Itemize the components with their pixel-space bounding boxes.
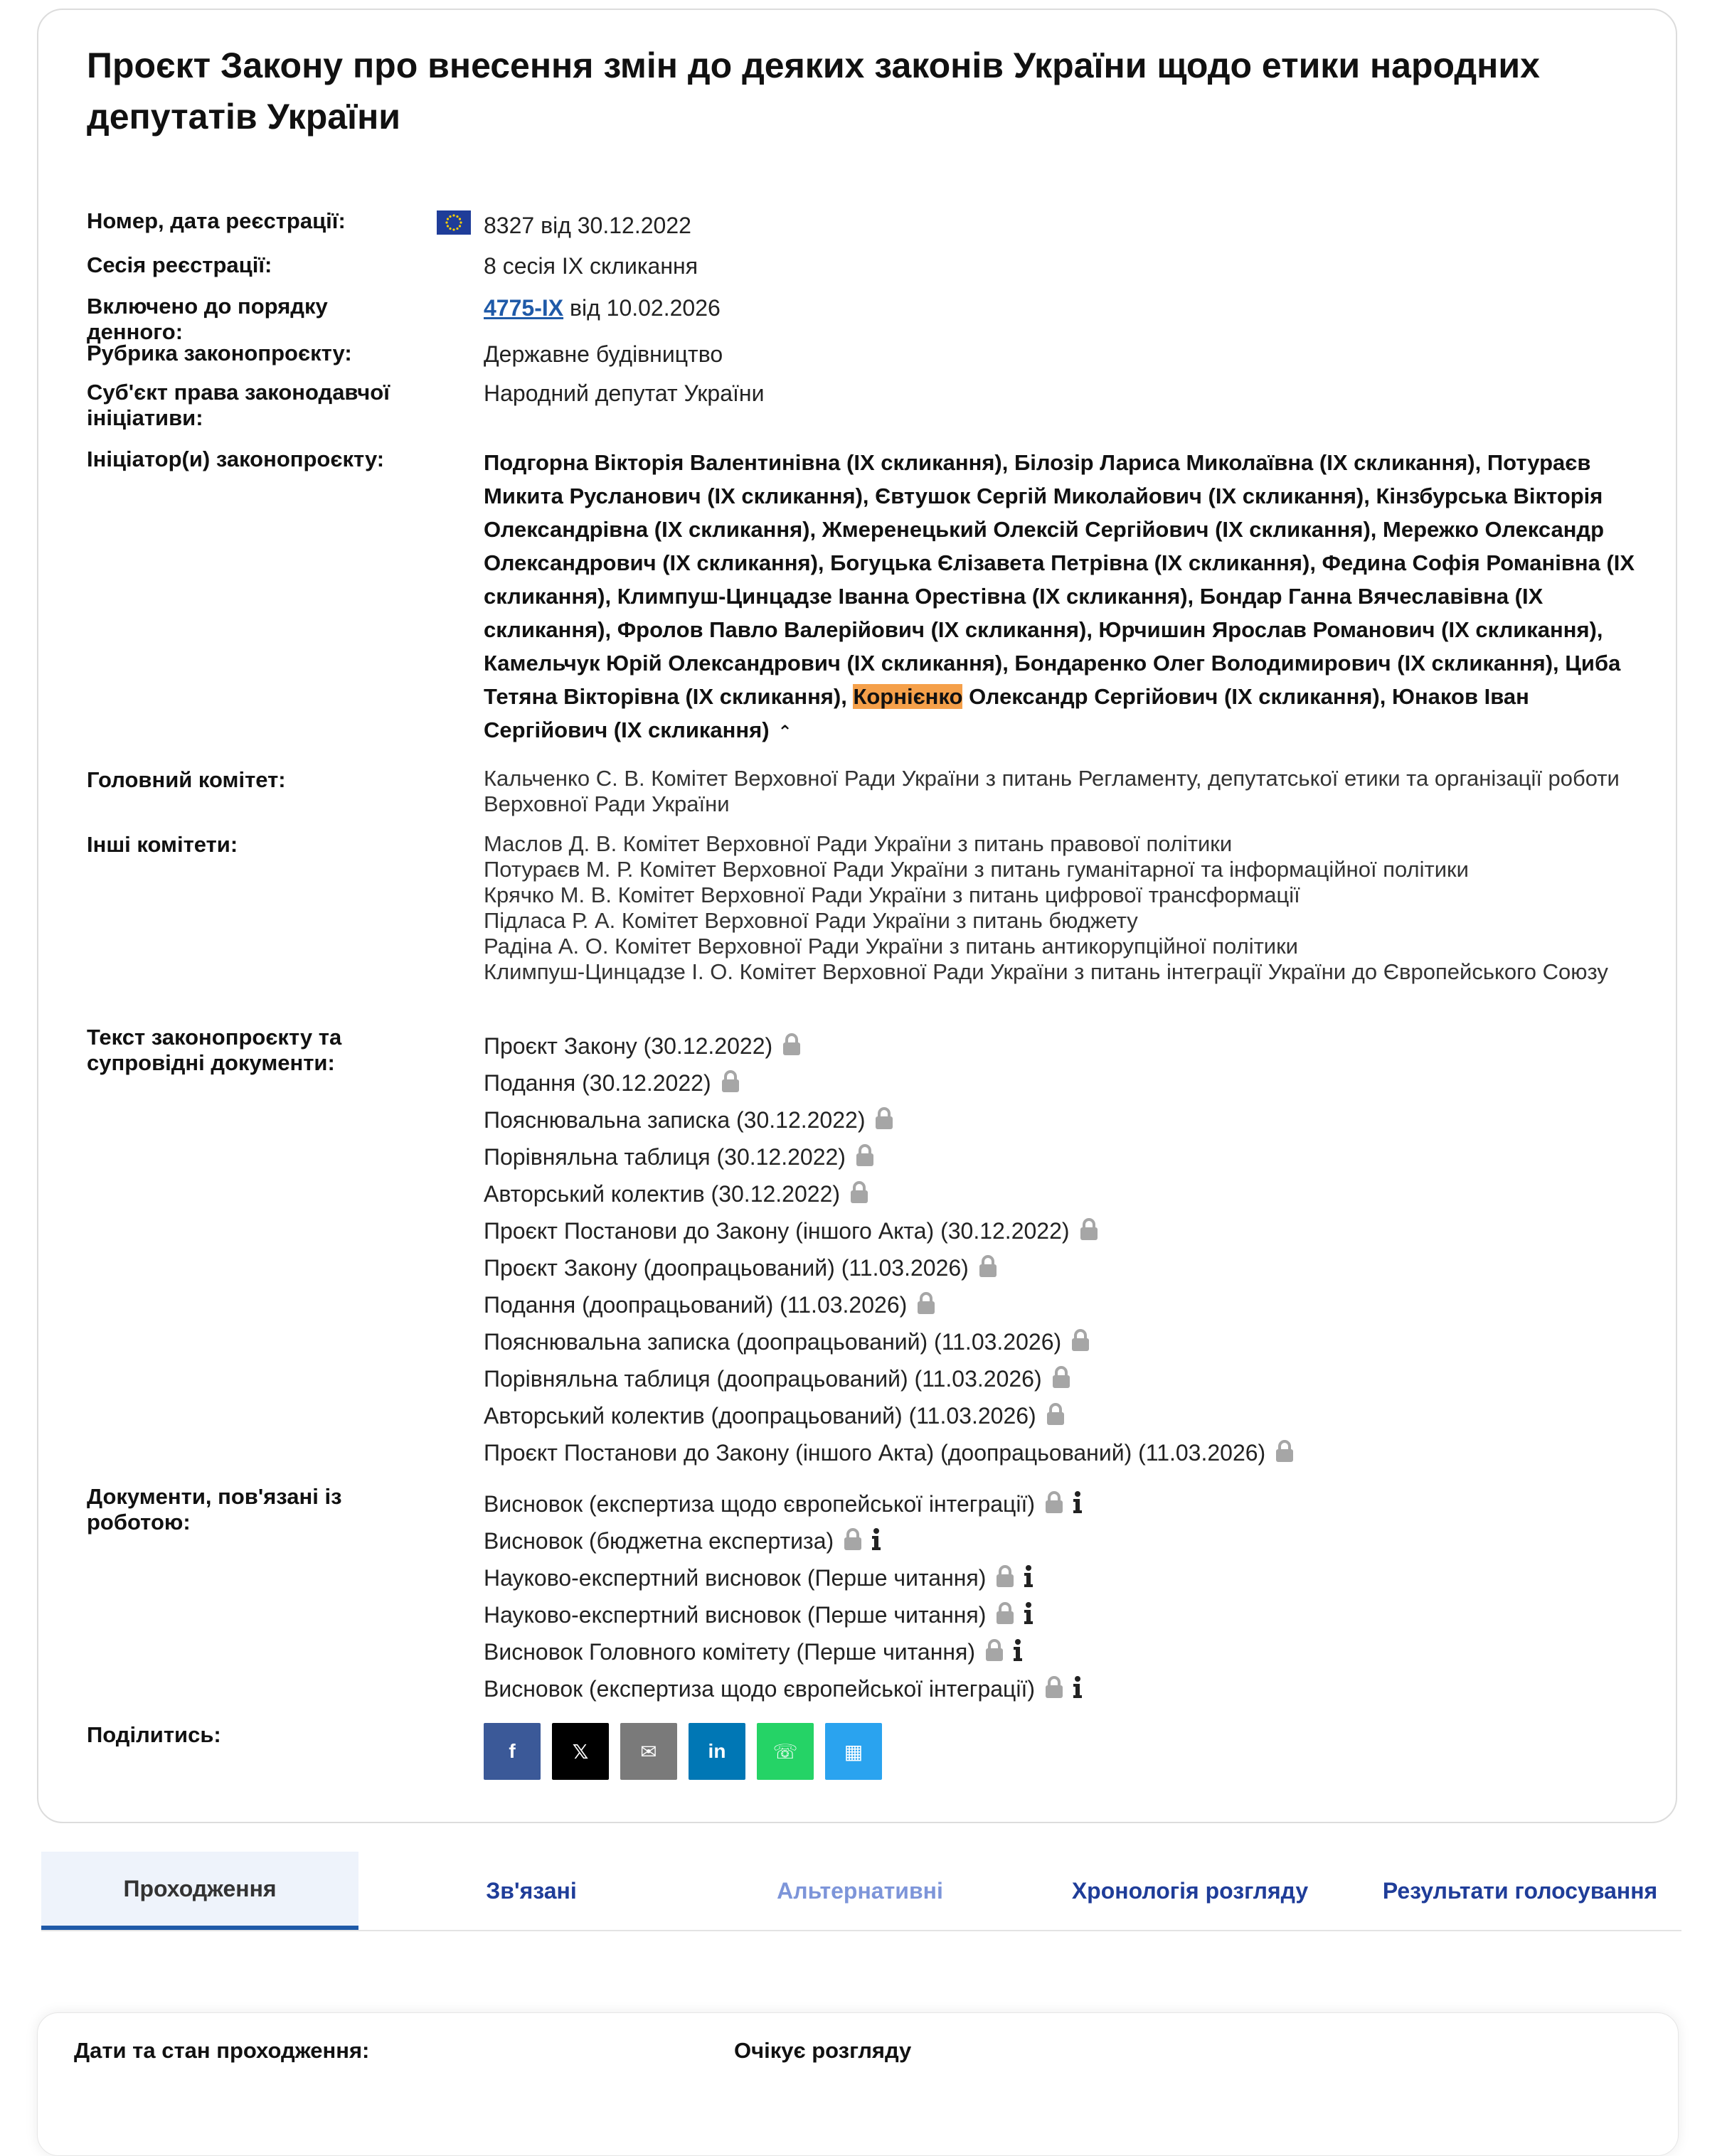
lock-icon — [994, 1601, 1016, 1632]
rubric-value: Державне будівництво — [484, 341, 723, 367]
info-icon[interactable] — [1072, 1675, 1083, 1706]
related-document-item[interactable]: Висновок (бюджетна експертиза) — [484, 1527, 1636, 1564]
related-docs-label: Документи, пов'язані із роботою: — [87, 1484, 342, 1535]
related-document-item[interactable]: Науково-експертний висновок (Перше читання) — [484, 1601, 1636, 1638]
agenda-date: від 10.02.2026 — [563, 295, 721, 321]
lock-icon — [873, 1106, 895, 1137]
related-document-item[interactable]: Висновок Головного комітету (Перше читання) — [484, 1638, 1636, 1675]
lock-icon — [854, 1143, 876, 1174]
document-item[interactable]: Авторський колектив (30.12.2022) — [484, 1180, 1636, 1217]
document-item[interactable]: Проєкт Постанови до Закону (іншого Акта) (30.12.2022) — [484, 1217, 1636, 1254]
document-item[interactable]: Проєкт Закону (30.12.2022) — [484, 1032, 1636, 1069]
reg-number-value — [484, 210, 1636, 239]
linkedin-share-button[interactable] — [689, 1723, 745, 1780]
status-card — [37, 2012, 1679, 2156]
info-icon[interactable] — [1023, 1601, 1034, 1632]
lock-icon — [1274, 1439, 1295, 1470]
x-icon: 𝕏 — [572, 1740, 589, 1763]
related-document-item[interactable]: Науково-експертний висновок (Перше читання) — [484, 1564, 1636, 1601]
facebook-icon: f — [509, 1740, 516, 1762]
tab-voting-results[interactable]: Результати голосування — [1382, 1877, 1658, 1904]
document-item[interactable]: Порівняльна таблиця (доопрацьований) (11.03.2026) — [484, 1365, 1636, 1402]
committee-item: Крячко М. В. Комітет Верховної Ради України з питань цифрової трансформації — [484, 882, 1300, 907]
session-value: 8 сесія IX скликання — [484, 253, 698, 279]
main-committee-label: Головний комітет: — [87, 767, 286, 792]
documents-list — [484, 1032, 1636, 1475]
tab-chronology[interactable]: Хронологія розгляду — [1071, 1877, 1309, 1904]
lock-icon — [1045, 1402, 1066, 1433]
rubric-label: Рубрика законопроєкту: — [87, 341, 352, 365]
whatsapp-share-button[interactable] — [757, 1723, 814, 1780]
lock-icon — [720, 1069, 741, 1100]
lock-icon — [1051, 1365, 1072, 1396]
document-item[interactable]: Авторський колектив (доопрацьований) (11.03.2026) — [484, 1402, 1636, 1439]
subject-value: Народний депутат України — [484, 380, 765, 406]
tab-divider — [41, 1930, 1681, 1931]
initiators-text-1: Подгорна Вікторія Валентинівна (IX скликання), Білозір Лариса Миколаївна (IX скликання), Потураєв Микита Русланович (IX скликання), Євтушок Сергій Миколайович (IX скликання), Кінзбурська Вікторія Олександрівна (IX скликання), Жмеренецький Олексій Сергійович (IX скликання), Мережко Олександр Олександрович (IX скликання), Богуцька Єлізавета Петрівна (IX скликання), Федина Софія Романівна (IX скликання), Климпуш-Цинцадзе Іванна Орестівна (IX скликання), Бондар Ганна Вячеславівна (IX скликання), Фролов Павло Валерійович (IX скликання), Юрчишин Ярослав Романович (IX скликання), Камельчук Юрій Олександрович (IX скликання), Бондаренко Олег Володимирович (IX скликання), Циба Тетяна Вікторівна (IX скликання), — [484, 450, 1635, 709]
document-item[interactable]: Пояснювальна записка (30.12.2022) — [484, 1106, 1636, 1143]
other-committees-list — [484, 831, 1636, 985]
committee-item: Радіна А. О. Комітет Верховної Ради України з питань антикорупційної політики — [484, 934, 1298, 959]
qr-code-share-button[interactable] — [825, 1723, 882, 1780]
committee-item: Климпуш-Цинцадзе І. О. Комітет Верховної Ради України з питань інтеграції України до Європейського Союзу — [484, 959, 1608, 984]
tab-related[interactable]: Зв'язані — [486, 1877, 577, 1904]
lock-icon — [1078, 1217, 1100, 1248]
initiators-label: Ініціатор(и) законопроєкту: — [87, 447, 385, 471]
initiators-text-2: Олександр Сергійович (IX скликання), Юнаков Іван Сергійович (IX скликання) — [484, 684, 1529, 742]
lock-icon — [984, 1638, 1005, 1669]
related-document-item[interactable]: Висновок (експертиза щодо європейської інтеграції) — [484, 1675, 1636, 1712]
committee-item: Потураєв М. Р. Комітет Верховної Ради України з питань гуманітарної та інформаційної політики — [484, 857, 1469, 882]
status-label: Дати та стан проходження: — [74, 2038, 370, 2063]
info-icon[interactable] — [1072, 1490, 1083, 1521]
info-icon[interactable] — [871, 1527, 882, 1558]
tab-bar — [41, 1852, 1681, 1933]
lock-icon — [1070, 1328, 1091, 1359]
committee-item: Підласа Р. А. Комітет Верховної Ради України з питань бюджету — [484, 908, 1138, 933]
share-buttons — [484, 1723, 882, 1780]
lock-icon — [1043, 1490, 1065, 1521]
document-item[interactable]: Проєкт Постанови до Закону (іншого Акта) (доопрацьований) (11.03.2026) — [484, 1439, 1636, 1475]
session-label: Сесія реєстрації: — [87, 252, 272, 277]
email-icon: ✉ — [640, 1740, 657, 1763]
linkedin-icon: in — [708, 1740, 726, 1762]
committee-item: Маслов Д. В. Комітет Верховної Ради України з питань правової політики — [484, 831, 1233, 856]
email-share-button[interactable] — [620, 1723, 677, 1780]
search-highlight: Корнієнко — [853, 684, 963, 709]
main-committee-value: Кальченко С. В. Комітет Верховної Ради України з питань Регламенту, депутатської етики та організації роботи Верховної Ради України — [484, 766, 1620, 816]
share-label: Поділитись: — [87, 1722, 221, 1747]
lock-icon — [842, 1527, 864, 1558]
lock-icon — [781, 1032, 802, 1063]
documents-label: Текст законопроєкту та супровідні документи: — [87, 1025, 342, 1075]
whatsapp-icon: ☏ — [772, 1740, 798, 1763]
facebook-share-button[interactable] — [484, 1723, 541, 1780]
lock-icon — [1043, 1675, 1065, 1706]
tab-progress[interactable]: Проходження — [41, 1852, 358, 1930]
document-item[interactable]: Пояснювальна записка (доопрацьований) (11.03.2026) — [484, 1328, 1636, 1365]
initiators-list — [484, 446, 1636, 749]
document-item[interactable]: Проєкт Закону (доопрацьований) (11.03.2026) — [484, 1254, 1636, 1291]
lock-icon — [994, 1564, 1016, 1595]
status-value: Очікує розгляду — [734, 2038, 912, 2063]
related-document-item[interactable]: Висновок (експертиза щодо європейської інтеграції) — [484, 1490, 1636, 1527]
eu-flag-icon — [437, 210, 471, 235]
reg-number-label: Номер, дата реєстрації: — [87, 208, 346, 233]
tab-alternative[interactable]: Альтернативні — [777, 1877, 943, 1904]
lock-icon — [915, 1291, 937, 1322]
related-docs-list — [484, 1490, 1636, 1712]
x-share-button[interactable] — [552, 1723, 609, 1780]
document-item[interactable]: Порівняльна таблиця (30.12.2022) — [484, 1143, 1636, 1180]
info-icon[interactable] — [1023, 1564, 1034, 1595]
agenda-link[interactable]: 4775-IX — [484, 295, 564, 321]
lock-icon — [977, 1254, 999, 1285]
bill-title: Проєкт Закону про внесення змін до деяких законів України щодо етики народних депутатів України — [87, 46, 1540, 137]
document-item[interactable]: Подання (доопрацьований) (11.03.2026) — [484, 1291, 1636, 1328]
collapse-caret-icon[interactable]: ⌃ — [777, 722, 792, 742]
reg-number-text: 8327 від 30.12.2022 — [484, 213, 691, 238]
other-committees-label: Інші комітети: — [87, 832, 238, 857]
document-item[interactable]: Подання (30.12.2022) — [484, 1069, 1636, 1106]
subject-label: Суб'єкт права законодавчої ініціативи: — [87, 380, 390, 430]
agenda-value — [484, 294, 1636, 321]
agenda-label: Включено до порядку денного: — [87, 294, 328, 344]
info-icon[interactable] — [1012, 1638, 1024, 1669]
lock-icon — [849, 1180, 870, 1211]
qr-code-icon: ▦ — [844, 1740, 864, 1763]
